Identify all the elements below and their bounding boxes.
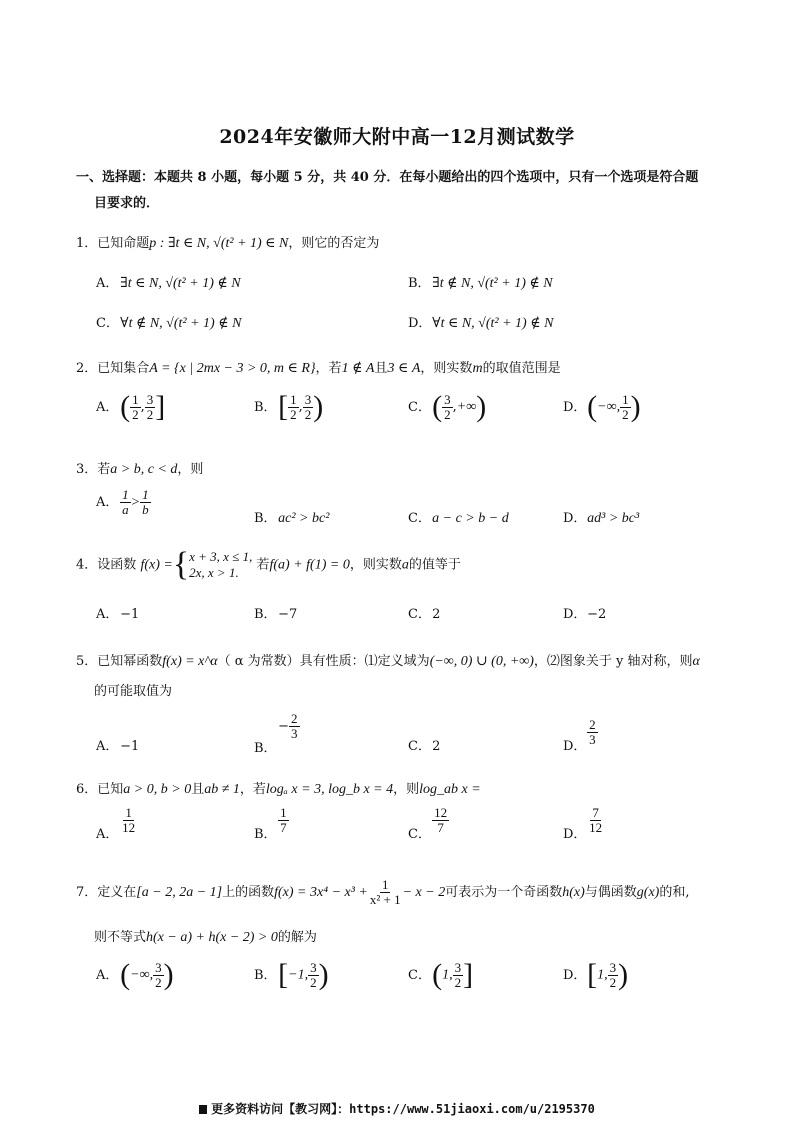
q6-option-c[interactable]: C． $\frac{12}{7}$: [408, 805, 448, 842]
q1-option-a[interactable]: A． ∃t ∈ N, √(t² + 1) ∉ N: [96, 276, 241, 291]
section-heading-cont: 目要求的．: [94, 196, 160, 211]
question-7: 7．定义在[a − 2, 2a − 1]上的函数f(x) = 3x⁴ − x³ + $\frac{1}{\text{x² + 1}}$ − x − 2可表示为一个奇函数h(x)与偶函数g(x)的和,: [76, 877, 690, 907]
question-number: 7．: [76, 885, 98, 900]
q5-option-a[interactable]: A． −1: [96, 739, 140, 754]
q7-option-b[interactable]: B． [−1, $\frac{3}{2}$ ): [254, 958, 329, 991]
q7-option-a[interactable]: A． (−∞, $\frac{3}{2}$ ): [96, 958, 174, 991]
q4-option-c[interactable]: C． 2: [408, 607, 441, 622]
math-expression: p : ∃t ∈ N, √(t² + 1) ∈ N: [149, 236, 289, 251]
q7-option-d[interactable]: D． [1, $\frac{3}{2}$ ): [563, 958, 629, 991]
q4-option-a[interactable]: A． −1: [96, 607, 140, 622]
section-heading: 一、选择题：本题共 8 小题，每小题 5 分，共 40 分．在每小题给出的四个选项中，只有一个选项是符合题: [76, 170, 699, 185]
q3-option-b[interactable]: B． ac² > bc²: [254, 511, 330, 526]
q5-option-c[interactable]: C． 2: [408, 739, 441, 754]
question-5-cont: 的可能取值为: [94, 684, 173, 699]
flag-icon: [199, 1105, 207, 1114]
q2-option-d[interactable]: D． (−∞, $\frac{1}{2}$ ): [563, 390, 641, 423]
question-1: 1．已知命题p : ∃t ∈ N, √(t² + 1) ∈ N，则它的否定为: [76, 236, 380, 251]
question-number: 1．: [76, 236, 98, 251]
page-title: 2024年安徽师大附中高一12月测试数学: [219, 126, 575, 148]
q6-option-d[interactable]: D． $\frac{7}{12}$: [563, 805, 603, 842]
q4-option-d[interactable]: D． −2: [563, 607, 607, 622]
q3-option-a[interactable]: A． $\frac{1}{a}$ > $\frac{1}{b}$: [96, 487, 149, 517]
q6-option-b[interactable]: B． $\frac{1}{7}$: [254, 805, 287, 842]
question-number: 6．: [76, 782, 98, 797]
question-number: 4．: [76, 557, 98, 573]
q6-option-a[interactable]: A． $\frac{1}{12}$: [96, 805, 136, 842]
q1-option-c[interactable]: C． ∀t ∉ N, √(t² + 1) ∉ N: [96, 316, 242, 331]
q2-option-a[interactable]: A． ( $\frac{1}{2}$ , $\frac{3}{2}$ ]: [96, 390, 166, 423]
q1-option-b[interactable]: B． ∃t ∉ N, √(t² + 1) ∉ N: [408, 276, 553, 291]
q5-option-d[interactable]: D． $\frac{2}{3}$: [563, 717, 596, 754]
q2-option-b[interactable]: B． [ $\frac{1}{2}$ , $\frac{3}{2}$ ): [254, 390, 324, 423]
q3-option-c[interactable]: C． a − c > b − d: [408, 511, 509, 526]
question-7-cont: 则不等式h(x − a) + h(x − 2) > 0的解为: [94, 930, 317, 945]
q3-option-d[interactable]: D． ad³ > bc³: [563, 511, 640, 526]
q4-option-b[interactable]: B． −7: [254, 607, 298, 622]
question-6: 6．已知a > 0, b > 0且ab ≠ 1，若logₐ x = 3, log_b x = 4，则log_ab x =: [76, 782, 481, 797]
q2-option-c[interactable]: C． ( $\frac{3}{2}$ ,+∞): [408, 390, 487, 423]
q5-option-b[interactable]: B． − $\frac{2}{3}$: [254, 711, 298, 756]
question-2: 2．已知集合A = {x | 2mx − 3 > 0, m ∈ R}，若1 ∉ A且3 ∈ A，则实数m的取值范围是: [76, 361, 561, 376]
question-4: 4．设函数 f(x) ={ x + 3, x ≤ 1, 2x, x > 1. 若f(a) + f(1) = 0，则实数a的值等于: [76, 546, 461, 583]
q7-option-c[interactable]: C． (1, $\frac{3}{2}$ ]: [408, 958, 474, 991]
q1-option-d[interactable]: D． ∀t ∈ N, √(t² + 1) ∉ N: [408, 316, 554, 331]
question-5: 5．已知幂函数f(x) = x^α（ α 为常数）具有性质：⑴定义域为(−∞, 0) ∪ (0, +∞)，⑵图象关于 y 轴对称，则α: [76, 654, 700, 669]
question-3: 3．若a > b, c < d，则: [76, 462, 204, 477]
question-number: 2．: [76, 361, 98, 376]
question-number: 3．: [76, 462, 98, 477]
question-number: 5．: [76, 654, 98, 669]
footer-link[interactable]: 更多资料访问【教习网】：https://www.51jiaoxi.com/u/2195370: [0, 1100, 794, 1117]
